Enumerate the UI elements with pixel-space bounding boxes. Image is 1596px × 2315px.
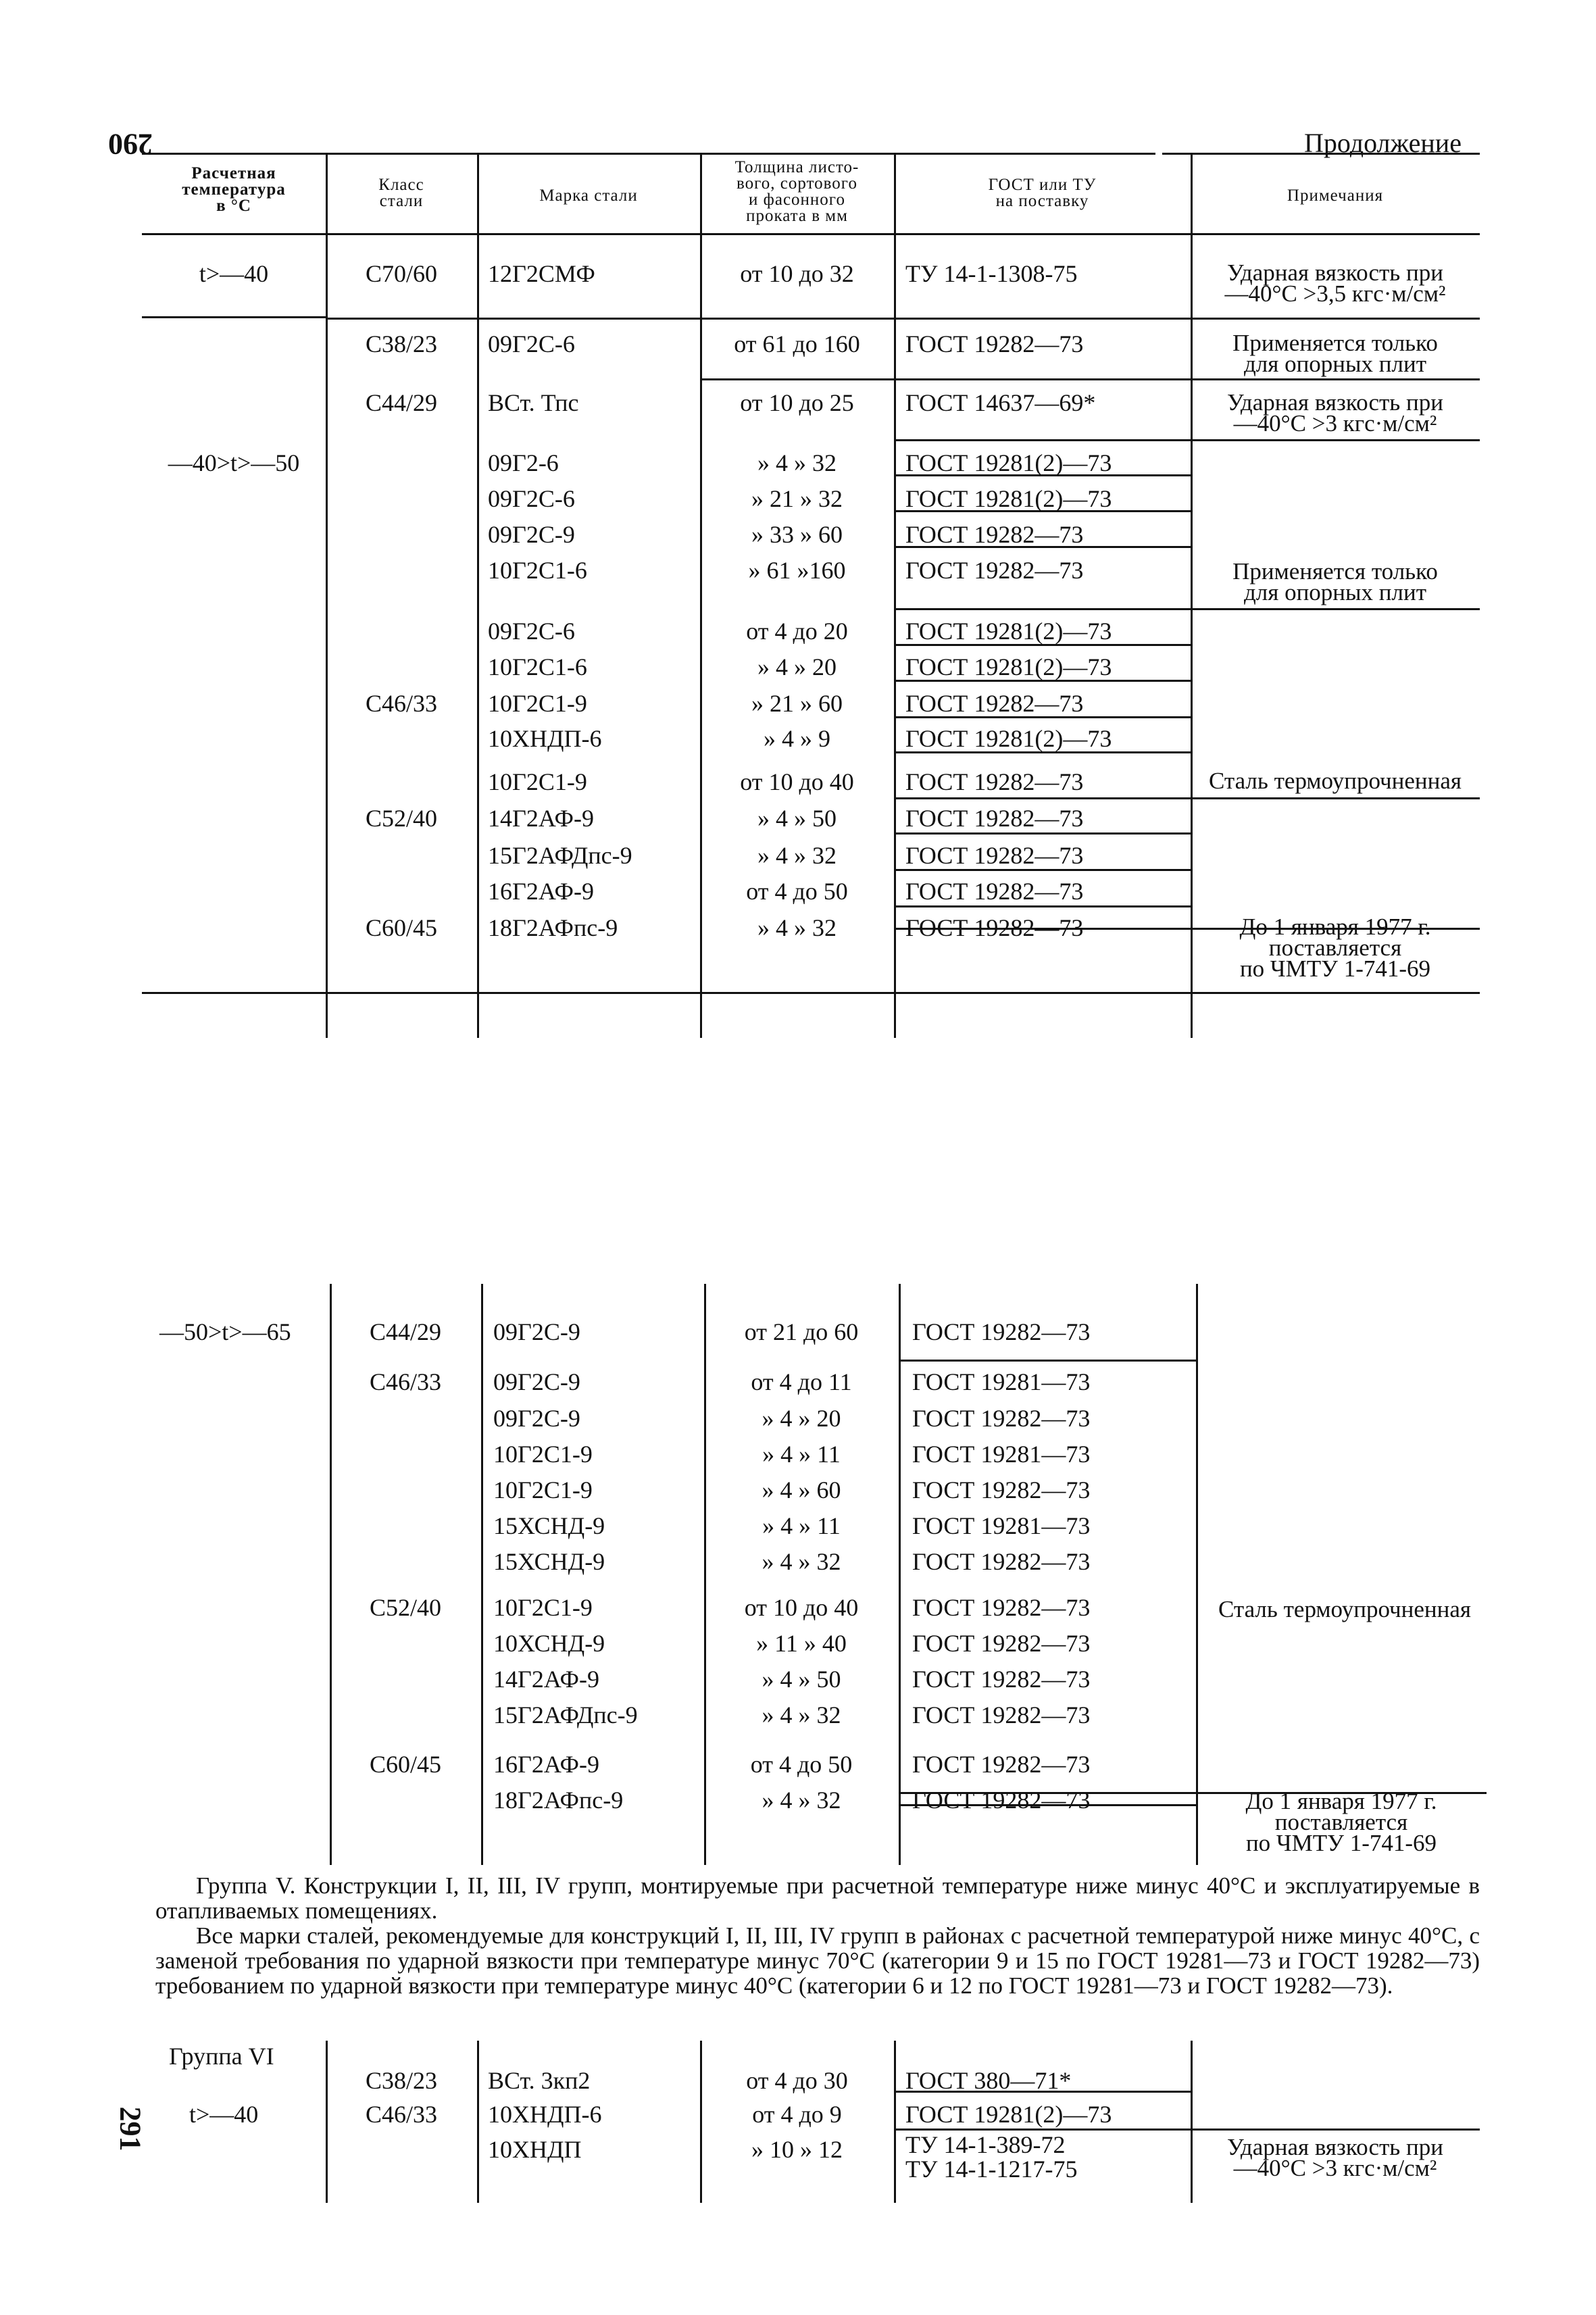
thickness-cell: » 61 »160 [748, 557, 846, 584]
table-rule-horizontal [142, 233, 1480, 235]
table-rule-vertical [894, 2041, 896, 2203]
thickness-cell: » 4 » 32 [762, 1548, 841, 1575]
text-line: на поставку [995, 192, 1089, 210]
table-rule-horizontal [700, 378, 1480, 380]
marka-cell: 15ХСНД-9 [493, 1548, 605, 1575]
text-line: поставляется [1268, 935, 1402, 961]
class-cell: С60/45 [365, 914, 437, 941]
text-line: Ударная вязкость при [1227, 2134, 1443, 2160]
table-rule-horizontal [142, 153, 1155, 155]
table-rule-vertical [481, 1284, 483, 1865]
gost-cell: ГОСТ 19282—73 [905, 842, 1084, 869]
thickness-cell: » 4 » 11 [762, 1512, 841, 1539]
class-cell: С52/40 [369, 1594, 441, 1621]
gost-cell: ГОСТ 19281(2)—73 [905, 725, 1112, 752]
class-cell: С46/33 [369, 1368, 441, 1395]
gost-cell: ГОСТ 19282—73 [905, 557, 1084, 584]
gost-cell: ГОСТ 19282—73 [912, 1701, 1091, 1728]
gost-cell: ГОСТ 19281(2)—73 [905, 485, 1112, 512]
text-line: стали [379, 192, 424, 210]
note-cell [1191, 558, 1480, 605]
text-line: Толщина листо- [734, 158, 859, 176]
table-rule-horizontal [894, 439, 1480, 441]
text-line: для опорных плит [1243, 351, 1427, 377]
thickness-cell: от 61 до 160 [734, 330, 860, 357]
gost-cell: ГОСТ 19282—73 [905, 914, 1084, 941]
text-line: для опорных плит [1243, 579, 1427, 605]
thickness-cell: » 4 » 32 [757, 914, 837, 941]
table-rule-horizontal [894, 797, 1480, 799]
marka-cell: 09Г2С-9 [488, 521, 575, 548]
thickness-cell: » 33 » 60 [751, 521, 843, 548]
marka-cell: 10Г2С1-6 [488, 653, 587, 680]
gost-cell: ГОСТ 19282—73 [905, 878, 1084, 905]
marka-cell: 18Г2АФпс-9 [493, 1787, 624, 1814]
class-cell: С46/33 [365, 2101, 437, 2128]
marka-cell: 16Г2АФ-9 [488, 878, 594, 905]
gost-cell: ГОСТ 19281(2)—73 [905, 2101, 1112, 2128]
marka-cell: 09Г2С-6 [488, 330, 575, 357]
marka-cell: 18Г2АФпс-9 [488, 914, 618, 941]
continuation-label: Продолжение [1304, 128, 1462, 158]
thickness-cell: » 4 » 20 [757, 653, 837, 680]
marka-cell: 15ХСНД-9 [493, 1512, 605, 1539]
thickness-cell: от 21 до 60 [744, 1318, 859, 1345]
gost-cell: ТУ 14-1-1308-75 [905, 260, 1078, 287]
table-rule-vertical [477, 153, 479, 1038]
gost-cell: ГОСТ 19282—73 [905, 805, 1084, 832]
thickness-cell: » 10 » 12 [751, 2136, 843, 2163]
gost-cell: ГОСТ 19281—73 [912, 1441, 1091, 1468]
header-gost [894, 177, 1191, 209]
page-number-top: 290 [108, 128, 153, 161]
gost-cell: ГОСТ 19281—73 [912, 1512, 1091, 1539]
marka-cell: 12Г2СМФ [488, 260, 595, 287]
table-rule-horizontal [899, 1360, 1196, 1362]
gost-cell: ГОСТ 19281—73 [912, 1368, 1091, 1395]
text-line: в °С [216, 197, 251, 215]
gost-cell-extra: ТУ 14-1-1217-75 [905, 2156, 1078, 2183]
table-rule-vertical [477, 2041, 479, 2203]
thickness-cell: от 4 до 50 [746, 878, 848, 905]
marka-cell: 10ХНДП [488, 2136, 582, 2163]
table-rule-vertical [1191, 2041, 1193, 2203]
thickness-cell: » 4 » 60 [762, 1476, 841, 1503]
text-line: Применяется только [1232, 558, 1438, 584]
header-notes [1191, 188, 1480, 204]
gost-cell: ГОСТ 19282—73 [912, 1476, 1091, 1503]
thickness-cell: » 4 » 32 [762, 1787, 841, 1814]
marka-cell: 09Г2С-9 [493, 1368, 580, 1395]
class-cell: С70/60 [365, 260, 437, 287]
thickness-cell: от 10 до 25 [740, 389, 854, 416]
group-label: Группа VI [169, 2043, 274, 2070]
gost-cell: ГОСТ 19282—73 [905, 521, 1084, 548]
note-cell [1191, 768, 1480, 794]
thickness-cell: от 10 до 40 [744, 1594, 859, 1621]
temp-cell: —50>t>—65 [159, 1318, 291, 1345]
thickness-cell: » 4 » 32 [757, 842, 837, 869]
note-cell [1196, 1788, 1487, 1856]
table-rule-horizontal [142, 316, 326, 318]
table-rule-vertical [899, 1284, 901, 1865]
thickness-cell: от 10 до 40 [740, 768, 854, 795]
table-rule-horizontal [894, 905, 1191, 907]
thickness-cell: » 21 » 32 [751, 485, 843, 512]
text-line: —40°С >3 кгс·м/см² [1233, 2155, 1437, 2181]
marka-cell: 15Г2АФДпс-9 [493, 1701, 638, 1728]
thickness-cell: от 4 до 9 [752, 2101, 842, 2128]
note-cell [1191, 914, 1480, 982]
gost-cell: ГОСТ 19282—73 [912, 1666, 1091, 1693]
marka-cell: 09Г2С-9 [493, 1318, 580, 1345]
class-cell: С52/40 [365, 805, 437, 832]
text-line: —40°С >3,5 кгс·м/см² [1224, 280, 1446, 307]
table-rule-horizontal [1162, 153, 1480, 155]
thickness-cell: от 4 до 20 [746, 618, 848, 645]
temp-cell: t>—40 [199, 260, 269, 287]
text-line: До 1 января 1977 г. [1245, 1788, 1437, 1814]
table-rule-horizontal [894, 832, 1191, 835]
text-line: проката в мм [746, 207, 848, 225]
note-cell [1191, 259, 1480, 307]
header-class [326, 177, 477, 209]
thickness-cell: » 4 » 9 [764, 725, 830, 752]
text-line: по ЧМТУ 1-741-69 [1239, 955, 1431, 982]
thickness-cell: от 4 до 11 [751, 1368, 852, 1395]
gost-cell: ГОСТ 19281(2)—73 [905, 653, 1112, 680]
marka-cell: 10Г2С1-9 [488, 768, 587, 795]
marka-cell: 09Г2-6 [488, 449, 559, 476]
marka-cell: 10ХСНД-9 [493, 1630, 605, 1657]
class-cell: С38/23 [365, 2067, 437, 2094]
text-line: Расчетная [191, 164, 276, 182]
text-line: вого, сортового [737, 174, 857, 193]
paragraph-group-v-note: Все марки сталей, рекомендуемые для конструкций I, II, III, IV групп в районах с расчетной температурой ниже минус 40°С, с заменой требования по ударной вязкости при температуре минус 70°С (категории 9 и 15 по ГОСТ 19281—73 и ГОСТ 19282—73) требованием по ударной вязкости при температуре минус 40°С (категории 6 и 12 по ГОСТ 19281—73 и ГОСТ 19282—73). [155, 1922, 1480, 1999]
marka-cell: 14Г2АФ-9 [488, 805, 594, 832]
thickness-cell: » 11 » 40 [756, 1630, 847, 1657]
text-line: Сталь термоупрочненная [1208, 768, 1462, 794]
marka-cell: 10Г2С1-9 [488, 690, 587, 717]
marka-cell: 14Г2АФ-9 [493, 1666, 599, 1693]
class-cell: С38/23 [365, 330, 437, 357]
marka-cell: 10Г2С1-6 [488, 557, 587, 584]
class-cell: С46/33 [365, 690, 437, 717]
text-line: Сталь термоупрочненная [1218, 1596, 1472, 1622]
thickness-cell: от 4 до 30 [746, 2067, 848, 2094]
gost-cell: ГОСТ 19282—73 [905, 330, 1084, 357]
thickness-cell: » 4 » 11 [762, 1441, 841, 1468]
table-rule-horizontal [894, 608, 1480, 610]
gost-cell: ГОСТ 19282—73 [912, 1405, 1091, 1432]
table-rule-horizontal [142, 992, 1480, 994]
text-line: Ударная вязкость при [1227, 259, 1443, 286]
gost-cell: ГОСТ 19281(2)—73 [905, 449, 1112, 476]
gost-cell: ГОСТ 19281(2)—73 [905, 618, 1112, 645]
thickness-cell: от 10 до 32 [740, 260, 854, 287]
paragraph-group-v: Группа V. Конструкции I, II, III, IV групп, монтируемые при расчетной температуре ниже минус 40°С и эксплуатируемые в отапливаемых помещениях. [155, 1872, 1480, 1924]
thickness-cell: » 21 » 60 [751, 690, 843, 717]
marka-cell: 10Г2С1-9 [493, 1476, 593, 1503]
gost-cell: ГОСТ 19282—73 [912, 1751, 1091, 1778]
text-line: по ЧМТУ 1-741-69 [1245, 1830, 1437, 1856]
page-number-bottom: 291 [114, 2106, 147, 2151]
text-line: До 1 января 1977 г. [1239, 914, 1431, 940]
header-temperature [142, 166, 326, 214]
gost-cell: ГОСТ 19282—73 [912, 1548, 1091, 1575]
text-line: Ударная вязкость при [1227, 389, 1443, 416]
marka-cell: ВСт. 3кп2 [488, 2067, 591, 2094]
note-cell [1191, 2134, 1480, 2181]
marka-cell: ВСт. Тпс [488, 389, 579, 416]
marka-cell: 10ХНДП-6 [488, 725, 602, 752]
temp-cell: —40>t>—50 [168, 449, 300, 476]
thickness-cell: » 4 » 32 [757, 449, 837, 476]
marka-cell: 15Г2АФДпс-9 [488, 842, 632, 869]
gost-cell: ГОСТ 19282—73 [912, 1318, 1091, 1345]
text-line: —40°С >3 кгс·м/см² [1233, 410, 1437, 437]
note-cell [1191, 389, 1480, 437]
gost-cell: ГОСТ 14637—69* [905, 389, 1096, 416]
text-line: Применяется только [1232, 330, 1438, 356]
thickness-cell: от 4 до 50 [750, 1751, 853, 1778]
marka-cell: 16Г2АФ-9 [493, 1751, 599, 1778]
marka-cell: 10Г2С1-9 [493, 1594, 593, 1621]
text-line: температура [182, 180, 286, 199]
text-line: поставляется [1274, 1809, 1408, 1835]
header-thickness [700, 159, 894, 224]
marka-cell: 09Г2С-6 [488, 485, 575, 512]
note-cell [1191, 330, 1480, 377]
gost-cell: ТУ 14-1-389-72 [905, 2131, 1066, 2158]
text-line: ГОСТ или ТУ [988, 176, 1097, 194]
marka-cell: 09Г2С-6 [488, 618, 575, 645]
gost-cell: ГОСТ 19282—73 [912, 1594, 1091, 1621]
text-line: Класс [378, 176, 424, 194]
marka-cell: 10ХНДП-6 [488, 2101, 602, 2128]
marka-cell: 10Г2С1-9 [493, 1441, 593, 1468]
class-cell: С44/29 [369, 1318, 441, 1345]
thickness-cell: » 4 » 20 [762, 1405, 841, 1432]
class-cell: С60/45 [369, 1751, 441, 1778]
table-rule-horizontal [326, 318, 1480, 320]
class-cell: С44/29 [365, 389, 437, 416]
thickness-cell: » 4 » 50 [757, 805, 837, 832]
text-line: и фасонного [749, 191, 845, 209]
text-line: Примечания [1287, 186, 1384, 205]
gost-cell: ГОСТ 19282—73 [905, 768, 1084, 795]
thickness-cell: » 4 » 50 [762, 1666, 841, 1693]
gost-cell: ГОСТ 19282—73 [912, 1787, 1091, 1814]
table-rule-horizontal [894, 2129, 1480, 2131]
header-marka [477, 188, 700, 204]
gost-cell: ГОСТ 19282—73 [912, 1630, 1091, 1657]
marka-cell: 09Г2С-9 [493, 1405, 580, 1432]
temp-cell: t>—40 [189, 2101, 259, 2128]
gost-cell: ГОСТ 19282—73 [905, 690, 1084, 717]
table-rule-vertical [1196, 1284, 1198, 1865]
gost-cell: ГОСТ 380—71* [905, 2067, 1072, 2094]
note-cell [1196, 1596, 1493, 1622]
text-line: Марка стали [539, 186, 638, 205]
thickness-cell: » 4 » 32 [762, 1701, 841, 1728]
